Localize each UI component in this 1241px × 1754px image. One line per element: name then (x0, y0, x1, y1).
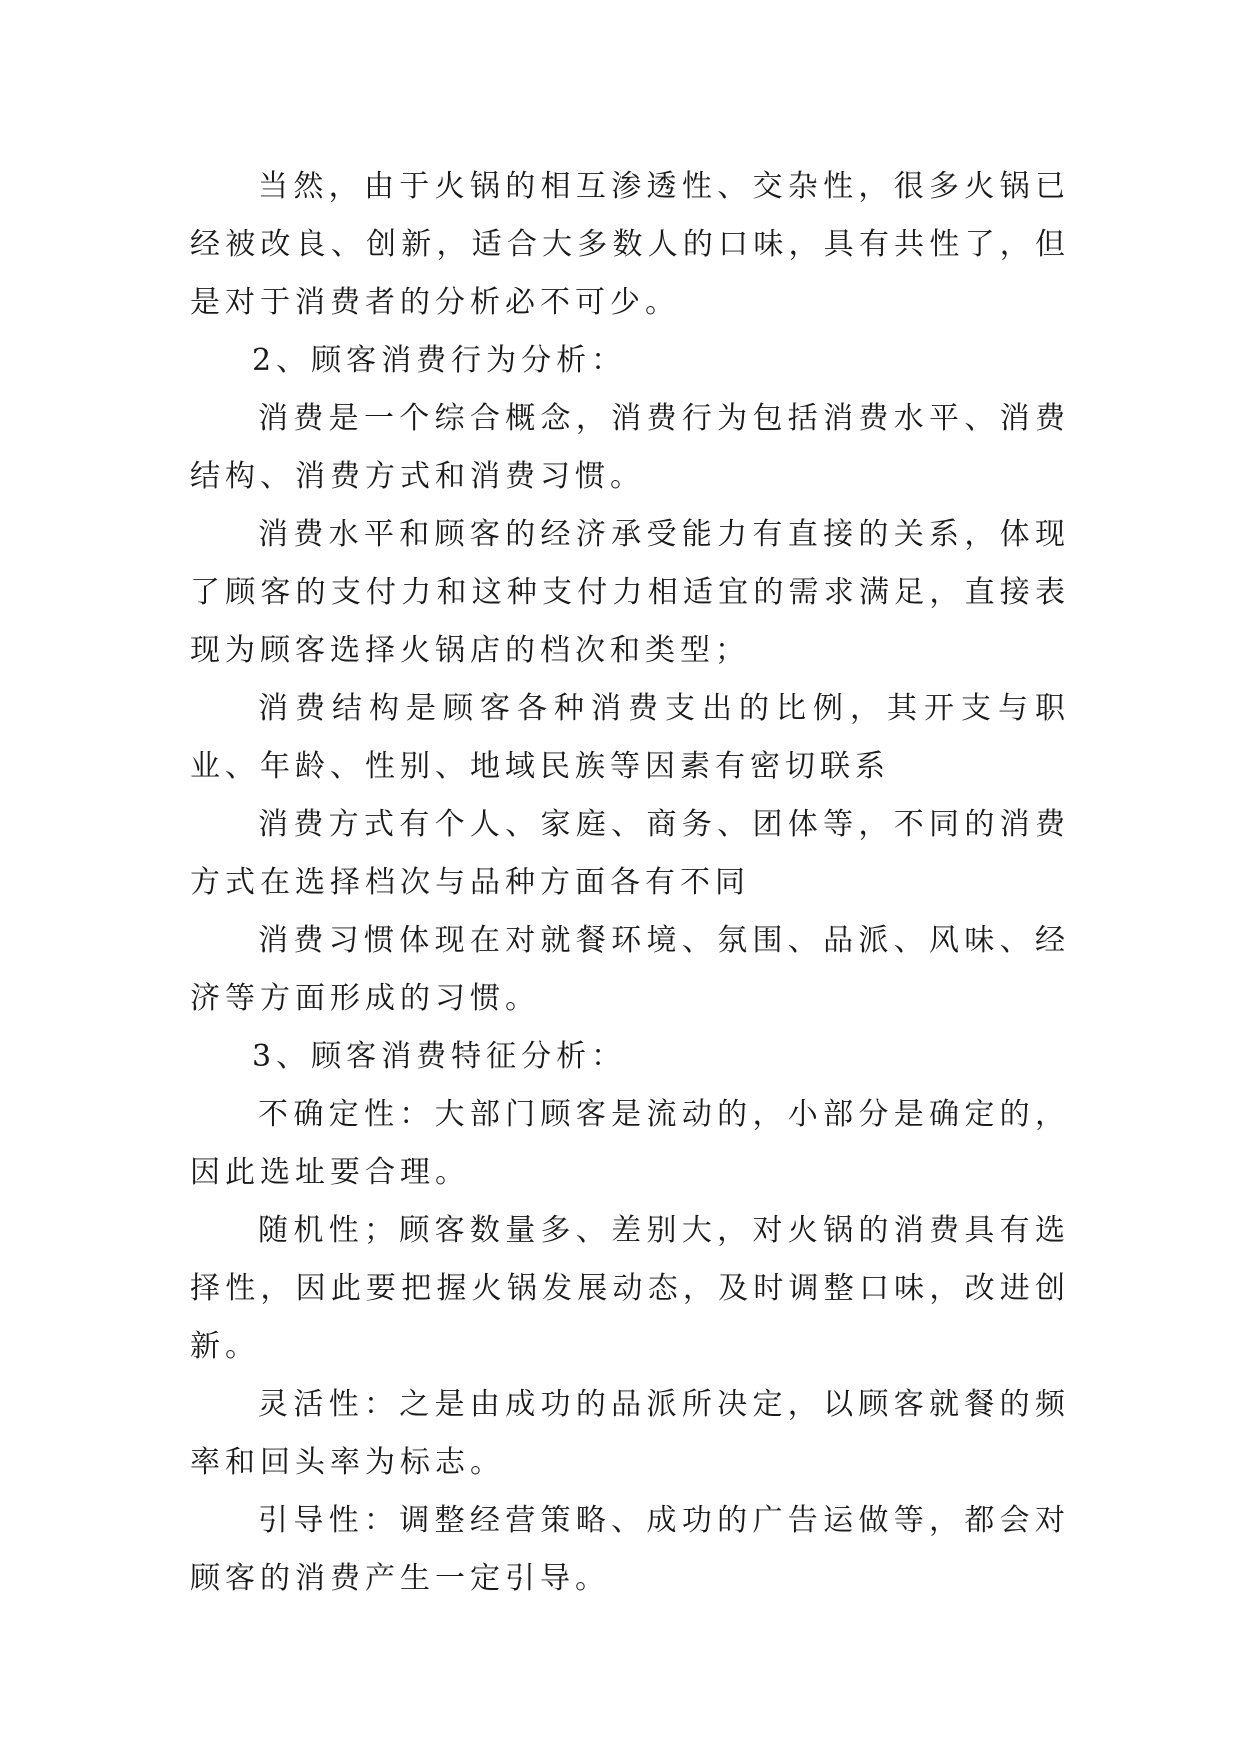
paragraph-consumption-level: 消费水平和顾客的经济承受能力有直接的关系，体现了顾客的支付力和这种支付力相适宜的需求满足，直接表现为顾客选择火锅店的档次和类型； (190, 517, 1070, 668)
paragraph-guidance: 引导性：调整经营策略、成功的广告运做等，都会对顾客的消费产生一定引导。 (190, 1503, 1070, 1596)
paragraph-consumption-habit: 消费习惯体现在对就餐环境、氛围、品派、风味、经济等方面形成的习惯。 (190, 923, 1070, 1016)
paragraph-consumption-concept: 消费是一个综合概念，消费行为包括消费水平、消费结构、消费方式和消费习惯。 (190, 401, 1070, 494)
section-heading-consumer-behavior: 2、顾客消费行为分析： (252, 343, 627, 378)
paragraph-consumption-structure: 消费结构是顾客各种消费支出的比例，其开支与职业、年龄、性别、地域民族等因素有密切联系 (190, 691, 1070, 784)
document-body (190, 158, 1070, 1608)
paragraph-consumer-diversity: 当然，由于火锅的相互渗透性、交杂性，很多火锅已经被改良、创新，适合大多数人的口味，具有共性了，但是对于消费者的分析必不可少。 (190, 169, 1070, 320)
paragraph-uncertainty: 不确定性：大部门顾客是流动的，小部分是确定的，因此选址要合理。 (190, 1097, 1070, 1190)
section-heading-consumer-characteristics: 3、顾客消费特征分析： (252, 1039, 627, 1074)
paragraph-consumption-mode: 消费方式有个人、家庭、商务、团体等，不同的消费方式在选择档次与品种方面各有不同 (190, 807, 1070, 900)
paragraph-flexibility: 灵活性：之是由成功的品派所决定，以顾客就餐的频率和回头率为标志。 (190, 1387, 1070, 1480)
paragraph-randomness: 随机性；顾客数量多、差别大，对火锅的消费具有选择性，因此要把握火锅发展动态，及时调整口味，改进创新。 (190, 1213, 1070, 1364)
